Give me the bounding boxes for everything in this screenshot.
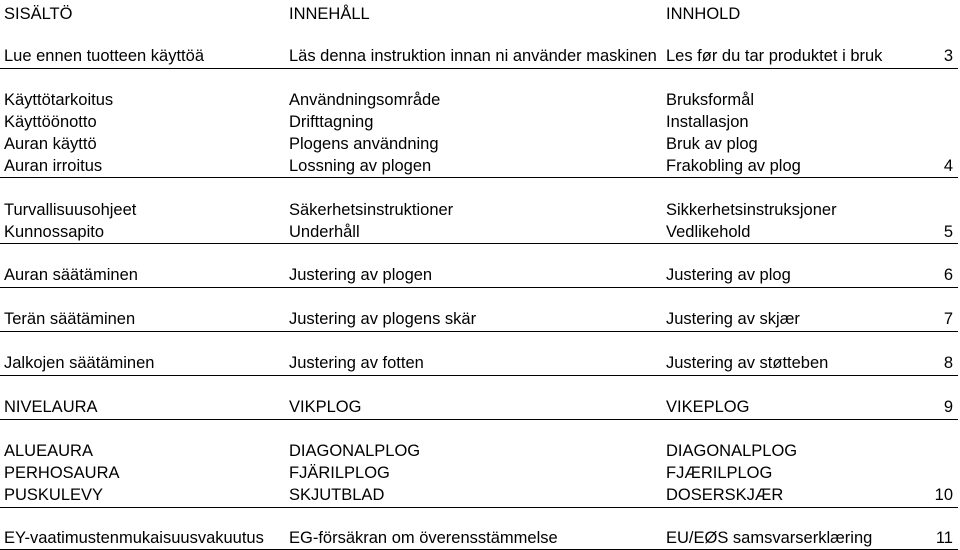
toc-row <box>0 528 960 548</box>
toc-entry-no: Vedlikehold <box>666 223 751 241</box>
toc-entry-fi: Lue ennen tuotteen käyttöä <box>4 47 204 65</box>
toc-entry-no: Justering av støtteben <box>666 354 829 372</box>
page-number: 6 <box>943 266 953 284</box>
toc-entry-fi: Auran säätäminen <box>4 266 138 284</box>
toc-entry-fi: NIVELAURA <box>4 398 98 416</box>
header-no: INNHOLD <box>666 5 741 23</box>
toc-entry-fi: Auran irroitus <box>4 157 103 175</box>
section-divider <box>0 507 958 508</box>
toc-entry-sv: Justering av fotten <box>289 354 424 372</box>
toc-entry-fi: Auran käyttö <box>4 135 97 153</box>
toc-row <box>0 397 960 417</box>
toc-entry-sv: Justering av plogens skär <box>289 310 477 328</box>
toc-row <box>0 309 960 329</box>
toc-entry-sv: VIKPLOG <box>289 398 362 416</box>
toc-entry-no: DIAGONALPLOG <box>666 442 798 460</box>
toc-entry-fi: Käyttötarkoitus <box>4 91 114 109</box>
toc-entry-no: DOSERSKJÆR <box>666 486 784 504</box>
toc-entry-no: Installasjon <box>666 113 749 131</box>
toc-row <box>0 265 960 285</box>
page-number: 4 <box>943 157 953 175</box>
toc-entry-fi: Jalkojen säätäminen <box>4 354 155 372</box>
toc-entry-sv: Plogens användning <box>289 135 439 153</box>
section-divider <box>0 287 958 288</box>
page-number: 8 <box>943 354 953 372</box>
section-divider <box>0 331 958 332</box>
toc-entry-no: EU/EØS samsvarserklæring <box>666 529 873 547</box>
page-number: 11 <box>935 529 953 547</box>
page-number: 9 <box>943 398 953 416</box>
toc-row <box>0 463 960 483</box>
page-number: 10 <box>934 486 953 504</box>
toc-entry-sv: Säkerhetsinstruktioner <box>289 201 454 219</box>
toc-entry-no: Sikkerhetsinstruksjoner <box>666 201 837 219</box>
section-divider <box>0 177 958 178</box>
toc-entry-fi: Terän säätäminen <box>4 310 136 328</box>
toc-entry-fi: Käyttöönotto <box>4 113 97 131</box>
toc-row <box>0 156 960 176</box>
toc-entry-fi: PERHOSAURA <box>4 464 120 482</box>
toc-entry-fi: PUSKULEVY <box>4 486 104 504</box>
toc-entry-no: Justering av skjær <box>666 310 800 328</box>
toc-entry-sv: EG-försäkran om överensstämmelse <box>289 529 558 547</box>
toc-entry-no: VIKEPLOG <box>666 398 750 416</box>
toc-entry-fi: ALUEAURA <box>4 442 93 460</box>
toc-row <box>0 353 960 373</box>
toc-entry-sv: DIAGONALPLOG <box>289 442 421 460</box>
toc-entry-no: Bruk av plog <box>666 135 758 153</box>
toc-entry-sv: Lossning av plogen <box>289 157 432 175</box>
toc-entry-fi: Turvallisuusohjeet <box>4 201 137 219</box>
section-divider <box>0 68 958 69</box>
toc-entry-no: Bruksformål <box>666 91 755 109</box>
toc-entry-sv: SKJUTBLAD <box>289 486 385 504</box>
toc-row <box>0 485 960 505</box>
toc-entry-no: Frakobling av plog <box>666 157 801 175</box>
toc-entry-fi: Kunnossapito <box>4 223 104 241</box>
header-sv: INNEHÅLL <box>289 5 370 23</box>
section-divider <box>0 419 958 420</box>
toc-entry-fi: EY-vaatimustenmukaisuusvakuutus <box>4 529 264 547</box>
toc-entry-sv: Läs denna instruktion innan ni använder maskinen <box>289 47 657 65</box>
toc-entry-sv: Justering av plogen <box>289 266 433 284</box>
toc-entry-sv: Drifttagning <box>289 113 374 131</box>
page-number: 7 <box>943 310 953 328</box>
toc-row <box>0 200 960 220</box>
toc-row <box>0 222 960 242</box>
section-divider <box>0 243 958 244</box>
page-number: 3 <box>943 47 953 65</box>
section-divider <box>0 375 958 376</box>
toc-entry-no: Les før du tar produktet i bruk <box>666 47 883 65</box>
header-fi: SISÄLTÖ <box>4 5 73 23</box>
toc-entry-sv: Underhåll <box>289 223 360 241</box>
toc-row <box>0 90 960 110</box>
toc-row <box>0 441 960 461</box>
toc-row <box>0 112 960 132</box>
toc-entry-sv: Användningsområde <box>289 91 441 109</box>
page-number: 5 <box>943 223 953 241</box>
toc-entry-no: FJÆRILPLOG <box>666 464 773 482</box>
toc-row <box>0 46 960 66</box>
toc-entry-sv: FJÄRILPLOG <box>289 464 390 482</box>
header-row <box>0 4 960 24</box>
toc-entry-no: Justering av plog <box>666 266 791 284</box>
toc-row <box>0 134 960 154</box>
